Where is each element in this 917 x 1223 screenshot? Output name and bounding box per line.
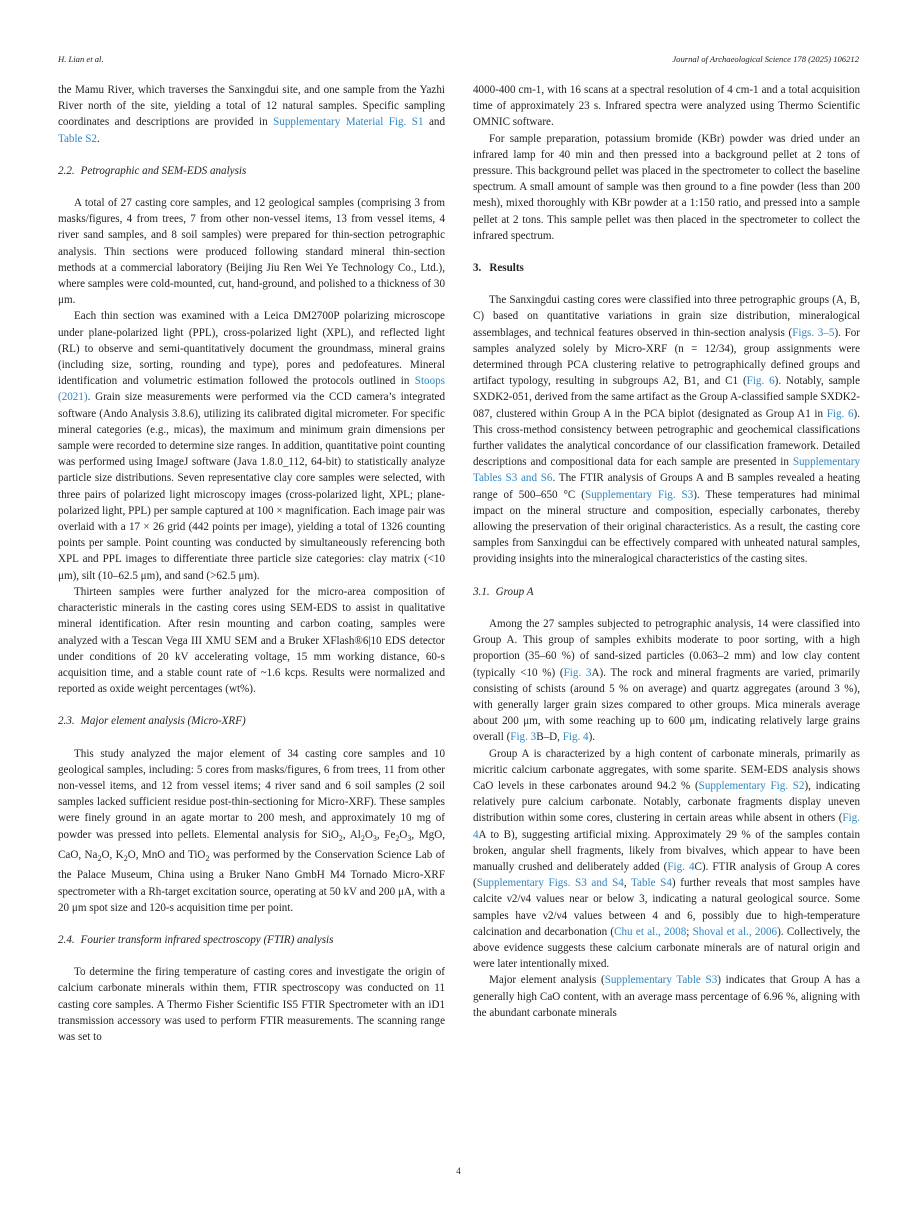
paragraph-ftir-continued: 4000-400 cm-1, with 16 scans at a spectral resolution of 4 cm-1 and a total acquisition time of approximately 23 s. Infrared spectra were analyzed using Thermo Scientific OMNIC software.	[473, 84, 860, 129]
running-header-authors: H. Lian et al.	[58, 54, 104, 64]
paragraph-results-overview: The Sanxingdui casting cores were classified into three petrographic groups (A, B, C) based on quantitative variations in grain size distribution, mineralogical assemblages, and technical features observed in thin-section analysis (Figs. 3–5). For samples analyzed solely by Micro-XRF (n = 12/34), group assignments were determined through PCA clustering relative to petrographically defined groups and artifact typology, resulting in subgroups A2, B1, and C1 (Fig. 6). Notably, sample SXDK2-051, derived from the same artifact as the Group A-classified sample SXDK2-087, clustered within Group A in the PCA biplot (designated as Group A1 in Fig. 6). This cross-method consistency between petrographic and geochemical classifications further validates the analytical concordance of our classification framework. Detailed descriptions and compositional data for each sample are presented in Supplementary Tables S3 and S6. The FTIR analysis of Groups A and B samples revealed a heating range of 500–650 °C (Supplementary Fig. S3). These temperatures had minimal impact on the mineral structure and composition, especially carbonates, thereby allowing the preservation of their original characteristics. As a result, the casting core samples from Sanxingdui can be effectively compared with unheated natural samples, providing insights into the mineralogical characteristics of the casting sites.	[473, 294, 861, 566]
paragraph-petrography-samples: A total of 27 casting core samples, and 12 geological samples (comprising 3 from masks/figures, 4 from trees, 7 from other non-vessel items, 13 from vessel items, 4 river sand samples, and 8 soil samples) were prepared for thin-section petrographic analysis. Thin sections were produced following standard mineral thin-section methods at a commercial laboratory (Beijing Jiu Ren Wei Ye Technology Co., Ltd.), where samples were cold-mounted, cut, hand-ground, and polished to a thickness of 30 μm.	[58, 197, 445, 307]
link-fig-6[interactable]: Fig. 6	[826, 407, 854, 420]
link-supp-tables-s3-s6[interactable]: Supplementary Tables S3 and S6	[473, 456, 860, 485]
paragraph-micro-xrf: This study analyzed the major element of 34 casting core samples and 10 geological samples, including: 5 cores from masks/figures, 6 from trees, 11 from other non-vessel items, and 12 from vessel items; 4 river sand and 6 soil samples (2 soil samples lacked sufficient residue post-thin-sectioning for Micro-XRF). These samples were finely ground in an agate mortar to 200 mesh, and approximately 10 mg of powder was pressed into pellets. Elemental analysis for SiO$_2$, $Al_2O_3$, $Fe_2O_3$, MgO, CaO, $Na_2O$, $K_2O$, MnO and TiO$_2$ was performed by the Conservation Science Lab of the Palace Museum, China using a Bruker Nano GmbH M4 Tornado Micro-XRF spectrometer with a Rh-target excitation source, operating at 50 kV and 200 μA, with a 20 μm spot size and 120-s acquisition time per point.	[58, 747, 446, 914]
running-header-journal: Journal of Archaeological Science 178 (2025) 106212	[672, 54, 859, 64]
paragraph-sem-eds: Thirteen samples were further analyzed for the micro-area composition of characteristic minerals in the casting cores using SEM-EDS to assist in qualitative mineral identification. After resin mounting and carbon coating, samples were analyzed with a Tescan Vega III XMU SEM and a Bruker XFlash®6|10 EDS detector under conditions of 20 kV accelerating voltage, 15 mm working distance, 60-s acquisition time, and a stable count rate of ~1.6 kcps. Results were normalized and reported as oxide weight percentages (wt%).	[58, 585, 445, 696]
oxide-list: SiO$_2$, $Al_2O_3$, $Fe_2O_3$, MgO, CaO, $Na_2O$, $K_2O$, MnO and TiO$_2$	[58, 828, 446, 864]
link-figs-3-5[interactable]: Figs. 3–5	[792, 326, 835, 339]
right-column	[473, 82, 860, 1021]
section-heading-2-4: 2.4. Fourier transform infrared spectroscopy (FTIR) analysis	[58, 933, 334, 946]
link-chu-2008[interactable]: Chu et al., 2008	[614, 925, 687, 938]
link-supp-fig-s3[interactable]: Supplementary Fig. S3	[584, 488, 694, 501]
link-fig-4[interactable]: Fig. 4	[667, 860, 695, 873]
link-table-s4[interactable]: Table S4	[631, 877, 672, 890]
page-number: 4	[456, 1166, 461, 1176]
paragraph-sampling-continued: the Mamu River, which traverses the Sanxingdui site, and one sample from the Yazhi River north of the site, yielding a total of 12 natural samples. Specific sampling coordinates and descriptions are provided in Supplementary Material Fig. S1 and Table S2.	[58, 84, 445, 145]
link-supp-fig-s2[interactable]: Supplementary Fig. S2	[698, 779, 805, 792]
paragraph-microscopy: Each thin section was examined with a Leica DM2700P polarizing microscope under plane-polarized light (PPL), cross-polarized light (XPL), and reflected light (RL) to observe and semi-quantitatively document the groundmass, mineral grains (including size, sorting, rounding and type), pores and pedofeatures. Mineral identification and volumetric estimation followed the protocols outlined in Stoops (2021). Grain size measurements were performed via the CCD camera’s integrated software (Ando Analysis 3.8.6), utilizing its calibrated digital micrometer. For specific mineral categories (e.g., micas), the maximum and minimum grain dimensions per sample were recorded to determine size ranges. In addition, quantitative point counting was performed using ImageJ software (Java 1.8.0_112, 64-bit) to statistically analyze particle size distributions. Seven representative clay core samples were selected, with three pairs of polarized light microscopy images (cross-polarized light, XPL; plane-polarized light, PPL) per sample captured at 100 × magnification. Each image pair was overlaid with a 17 × 26 grid (442 points per image), yielding a total of 1326 counting points per sample. Point counting was conducted by simultaneously referencing both XPL and PPL images to differentiate three particle size categories: clay matrix (<10 μm), silt (10–62.5 μm), and sand (>62.5 μm).	[58, 310, 445, 582]
link-supp-table-s3[interactable]: Supplementary Table S3	[604, 974, 718, 987]
section-heading-3-1: 3.1. Group A	[473, 585, 534, 598]
paragraph-group-a-petrography: Among the 27 samples subjected to petrographic analysis, 14 were classified into Group A. This group of samples exhibits moderate to poor sorting, with a high proportion (35–60 %) of sand-sized particles (0.063–2 mm) and low clay content (typically <10 %) (Fig. 3A). The rock and mineral fragments are varied, primarily consisting of schists (around 5 % on average) and quartz aggregates (around 3 %), with generally larger grain sizes compared to other groups. Mica minerals average about 200 μm, with some reaching up to 600 μm, indicating relatively large grains overall (Fig. 3B–D, Fig. 4).	[473, 617, 860, 744]
link-fig-6[interactable]: Fig. 6	[746, 375, 775, 388]
link-table-s2[interactable]: Table S2	[58, 132, 97, 145]
paragraph-group-a-major-elements: Major element analysis (Supplementary Table S3) indicates that Group A has a generally high CaO content, with an average mass percentage of 6.96 %, aligning with the abundant carbonate minerals	[473, 974, 860, 1019]
link-fig-3[interactable]: Fig. 3	[563, 666, 592, 679]
link-fig-3[interactable]: Fig. 3	[510, 731, 537, 744]
link-fig-4[interactable]: Fig. 4	[473, 812, 860, 841]
section-heading-2-3: 2.3. Major element analysis (Micro-XRF)	[58, 715, 246, 728]
paragraph-ftir: To determine the firing temperature of casting cores and investigate the origin of calcium carbonate minerals within them, FTIR spectroscopy was conducted on 11 casting core samples. A Thermo Fisher Scientific IS5 FTIR Spectrometer with an iD1 transmission accessory was used to perform FTIR measurements. The scanning range was set to	[58, 966, 445, 1043]
link-supp-fig-s1[interactable]: Supplementary Material Fig. S1	[273, 116, 424, 129]
section-heading-2-2: 2.2. Petrographic and SEM-EDS analysis	[58, 164, 247, 177]
section-heading-3: 3. Results	[473, 262, 524, 275]
link-fig-4[interactable]: Fig. 4	[562, 731, 589, 744]
link-supp-figs-s3-s4[interactable]: Supplementary Figs. S3 and S4	[476, 877, 624, 890]
paragraph-group-a-carbonates: Group A is characterized by a high content of carbonate minerals, primarily as micritic calcium carbonate aggregates, with some sparite. SEM-EDS analysis shows CaO levels in these carbonates around 94.2 % (Supplementary Fig. S2), indicating relatively pure calcium carbonate. Notably, carbonate fragments display uneven distribution within some cores, clustering in certain areas while absent in others (Fig. 4A to B), suggesting artificial mixing. Approximately 29 % of the samples contain broken, angular shell fragments, likely from bivalves, which appear to have been manually crushed and deliberately added (Fig. 4C). FTIR analysis of Group A cores (Supplementary Figs. S3 and S4, Table S4) further reveals that most samples have calcite ν2/ν4 values near or below 3, indicating a natural geological source. Some samples have ν2/ν4 values between 4 and 6, possibly due to high-temperature calcination and decarbonation (Chu et al., 2008; Shoval et al., 2006). Collectively, the above evidence suggests these calcium carbonate minerals are of natural origin and were later intentionally mixed.	[473, 747, 861, 971]
paragraph-sample-preparation: For sample preparation, potassium bromide (KBr) powder was dried under an infrared lamp for 40 min and then pressed into a background pellet at 2 tons of pressure. This background pellet was placed in the spectrometer to collect the baseline spectrum. A small amount of sample was then ground to a fine powder (less than 200 mesh), mixed thoroughly with KBr powder at a 1:150 ratio, and pressed into a sample pellet at 2 tons. This sample pellet was then placed in the spectrometer to collect the infrared spectrum.	[473, 132, 860, 242]
link-shoval-2006[interactable]: Shoval et al., 2006	[692, 925, 778, 938]
left-column	[58, 82, 445, 1045]
link-stoops-2021[interactable]: Stoops (2021)	[58, 375, 445, 404]
